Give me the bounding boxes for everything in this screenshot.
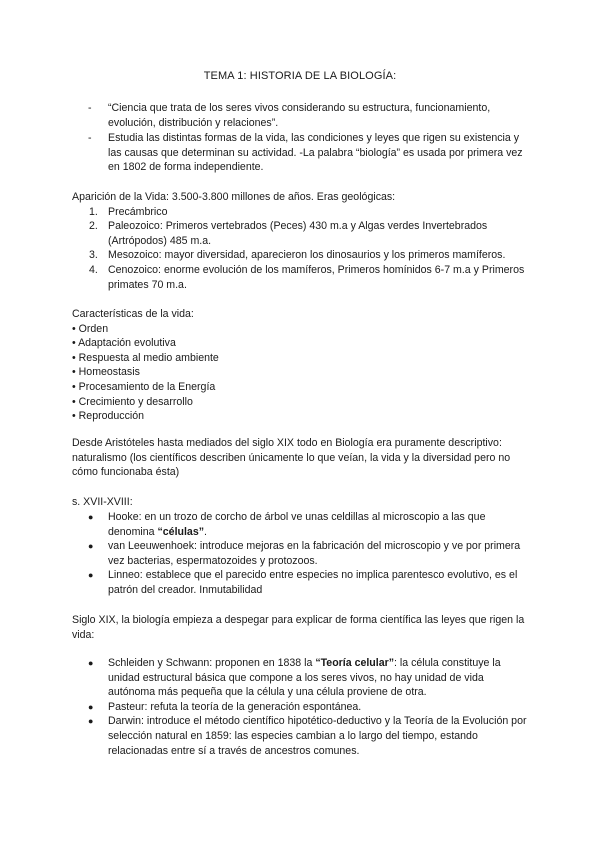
era-item (72, 248, 532, 263)
scientist-text-end: : la célula constituye la unidad estructural básica que compone a los seres vivos, no hay unidad de vida autónoma más pequeña que la célula y una célula proviene de otra. (108, 657, 501, 699)
caracteristica-item: • Adaptación evolutiva (72, 337, 176, 350)
bullet-marker: ● (88, 716, 94, 727)
scientist-bold-text: “células” (157, 525, 205, 538)
caracteristicas-section (72, 307, 532, 424)
siglos-xvii-heading: s. XVII-XVIII: (72, 496, 133, 508)
era-text: Paleozoico: Primeros vertebrados (Peces) 430 m.a y Algas verdes Invertebrados (Artrópodos) 485 m.a. (108, 220, 488, 247)
scientist-text: Linneo: establece que el parecido entre especies no implica parentesco evolutivo, es el patrón del creador. Inmutabilidad (108, 569, 518, 596)
bullet-marker: ● (88, 701, 94, 712)
scientist-text: Darwin: introduce el método científico hipotético-deductivo y la Teoría de la Evolución por selección natural en 1859: las especies cambian a lo largo del tiempo, estando relacionadas entre sí a través de ancestros comunes. (108, 715, 527, 757)
era-number: 4. (89, 263, 98, 276)
scientist-bold-text: “Teoría celular” (315, 657, 395, 669)
bullet-marker: ● (88, 570, 94, 581)
caracteristica-item: • Respuesta al medio ambiente (72, 351, 219, 364)
era-text: Cenozoico: enorme evolución de los mamíferos, Primeros homínidos 6-7 m.a y Primeros primates 70 m.a. (108, 263, 525, 291)
siglo-xix-heading: Siglo XIX, la biología empieza a despegar para explicar de forma científica las leyes que rigen la vida: (72, 614, 525, 641)
scientist-text: van Leeuwenhoek: introduce mejoras en la fabricación del microscopio y ve por primera vez bacterias, espermatozoides y protozoos. (108, 540, 521, 567)
aparicion-section (72, 190, 532, 292)
caracteristica-item: • Reproducción (72, 410, 145, 423)
intro-text: “Ciencia que trata de los seres vivos considerando su estructura, funcionamiento, evolución, distribución y relaciones”. (108, 102, 491, 129)
scientist-item (88, 510, 532, 539)
scientist-text: Schleiden y Schwann: proponen en 1838 la (108, 657, 316, 669)
page-title: TEMA 1: HISTORIA DE LA BIOLOGÍA: (203, 70, 397, 82)
caracteristica-item: • Procesamiento de la Energía (72, 380, 216, 393)
era-text: Mesozoico: mayor diversidad, aparecieron los dinosaurios y los primeros mamíferos. (108, 249, 506, 262)
siglos-xvii-list (88, 510, 532, 598)
era-number: 3. (89, 249, 98, 262)
aparicion-heading: Aparición de la Vida: 3.500-3.800 millones de años. Eras geológicas: (72, 191, 396, 203)
scientist-item (88, 568, 532, 597)
scientist-item (88, 656, 532, 700)
bullet-marker: ● (88, 541, 94, 552)
siglo-xix-list (88, 656, 532, 758)
intro-list (88, 101, 528, 175)
era-item (72, 205, 532, 220)
scientist-item (88, 539, 532, 568)
scientist-text: Pasteur: refuta la teoría de la generación espontánea. (108, 700, 362, 713)
bullet-marker: ● (88, 658, 94, 668)
caracteristicas-heading: Características de la vida: (72, 308, 194, 320)
caracteristica-item: • Orden (72, 322, 109, 335)
dash-marker: - (88, 102, 92, 114)
era-item (72, 219, 532, 248)
caracteristica-item: • Crecimiento y desarrollo (72, 395, 193, 408)
dash-marker: - (88, 132, 92, 145)
scientist-item (88, 714, 532, 758)
era-number: 1. (89, 205, 98, 218)
intro-text: Estudia las distintas formas de la vida, las condiciones y leyes que rigen su existencia y las causas que determinan su actividad. -La palabra “biología” es usada por primera vez en 1802 de forma independiente. (108, 132, 523, 174)
scientist-text: Hooke: en un trozo de corcho de árbol ve unas celdillas al microscopio a las que denomina (108, 511, 486, 538)
scientist-text-end: . (204, 525, 207, 538)
era-item (72, 263, 532, 292)
era-number: 2. (89, 220, 98, 233)
bullet-marker: ● (88, 512, 94, 522)
intro-item (88, 101, 528, 130)
scientist-item (88, 700, 532, 715)
era-text: Precámbrico (108, 205, 168, 218)
aristoteles-paragraph: Desde Aristóteles hasta mediados del siglo XIX todo en Biología era puramente descriptivo: naturalismo (los científicos describen únicamente lo que veían, la vida y la diversidad pero no cómo funcionaba ésta) (72, 437, 511, 479)
caracteristica-item: • Homeostasis (72, 366, 140, 379)
intro-item (88, 131, 528, 175)
